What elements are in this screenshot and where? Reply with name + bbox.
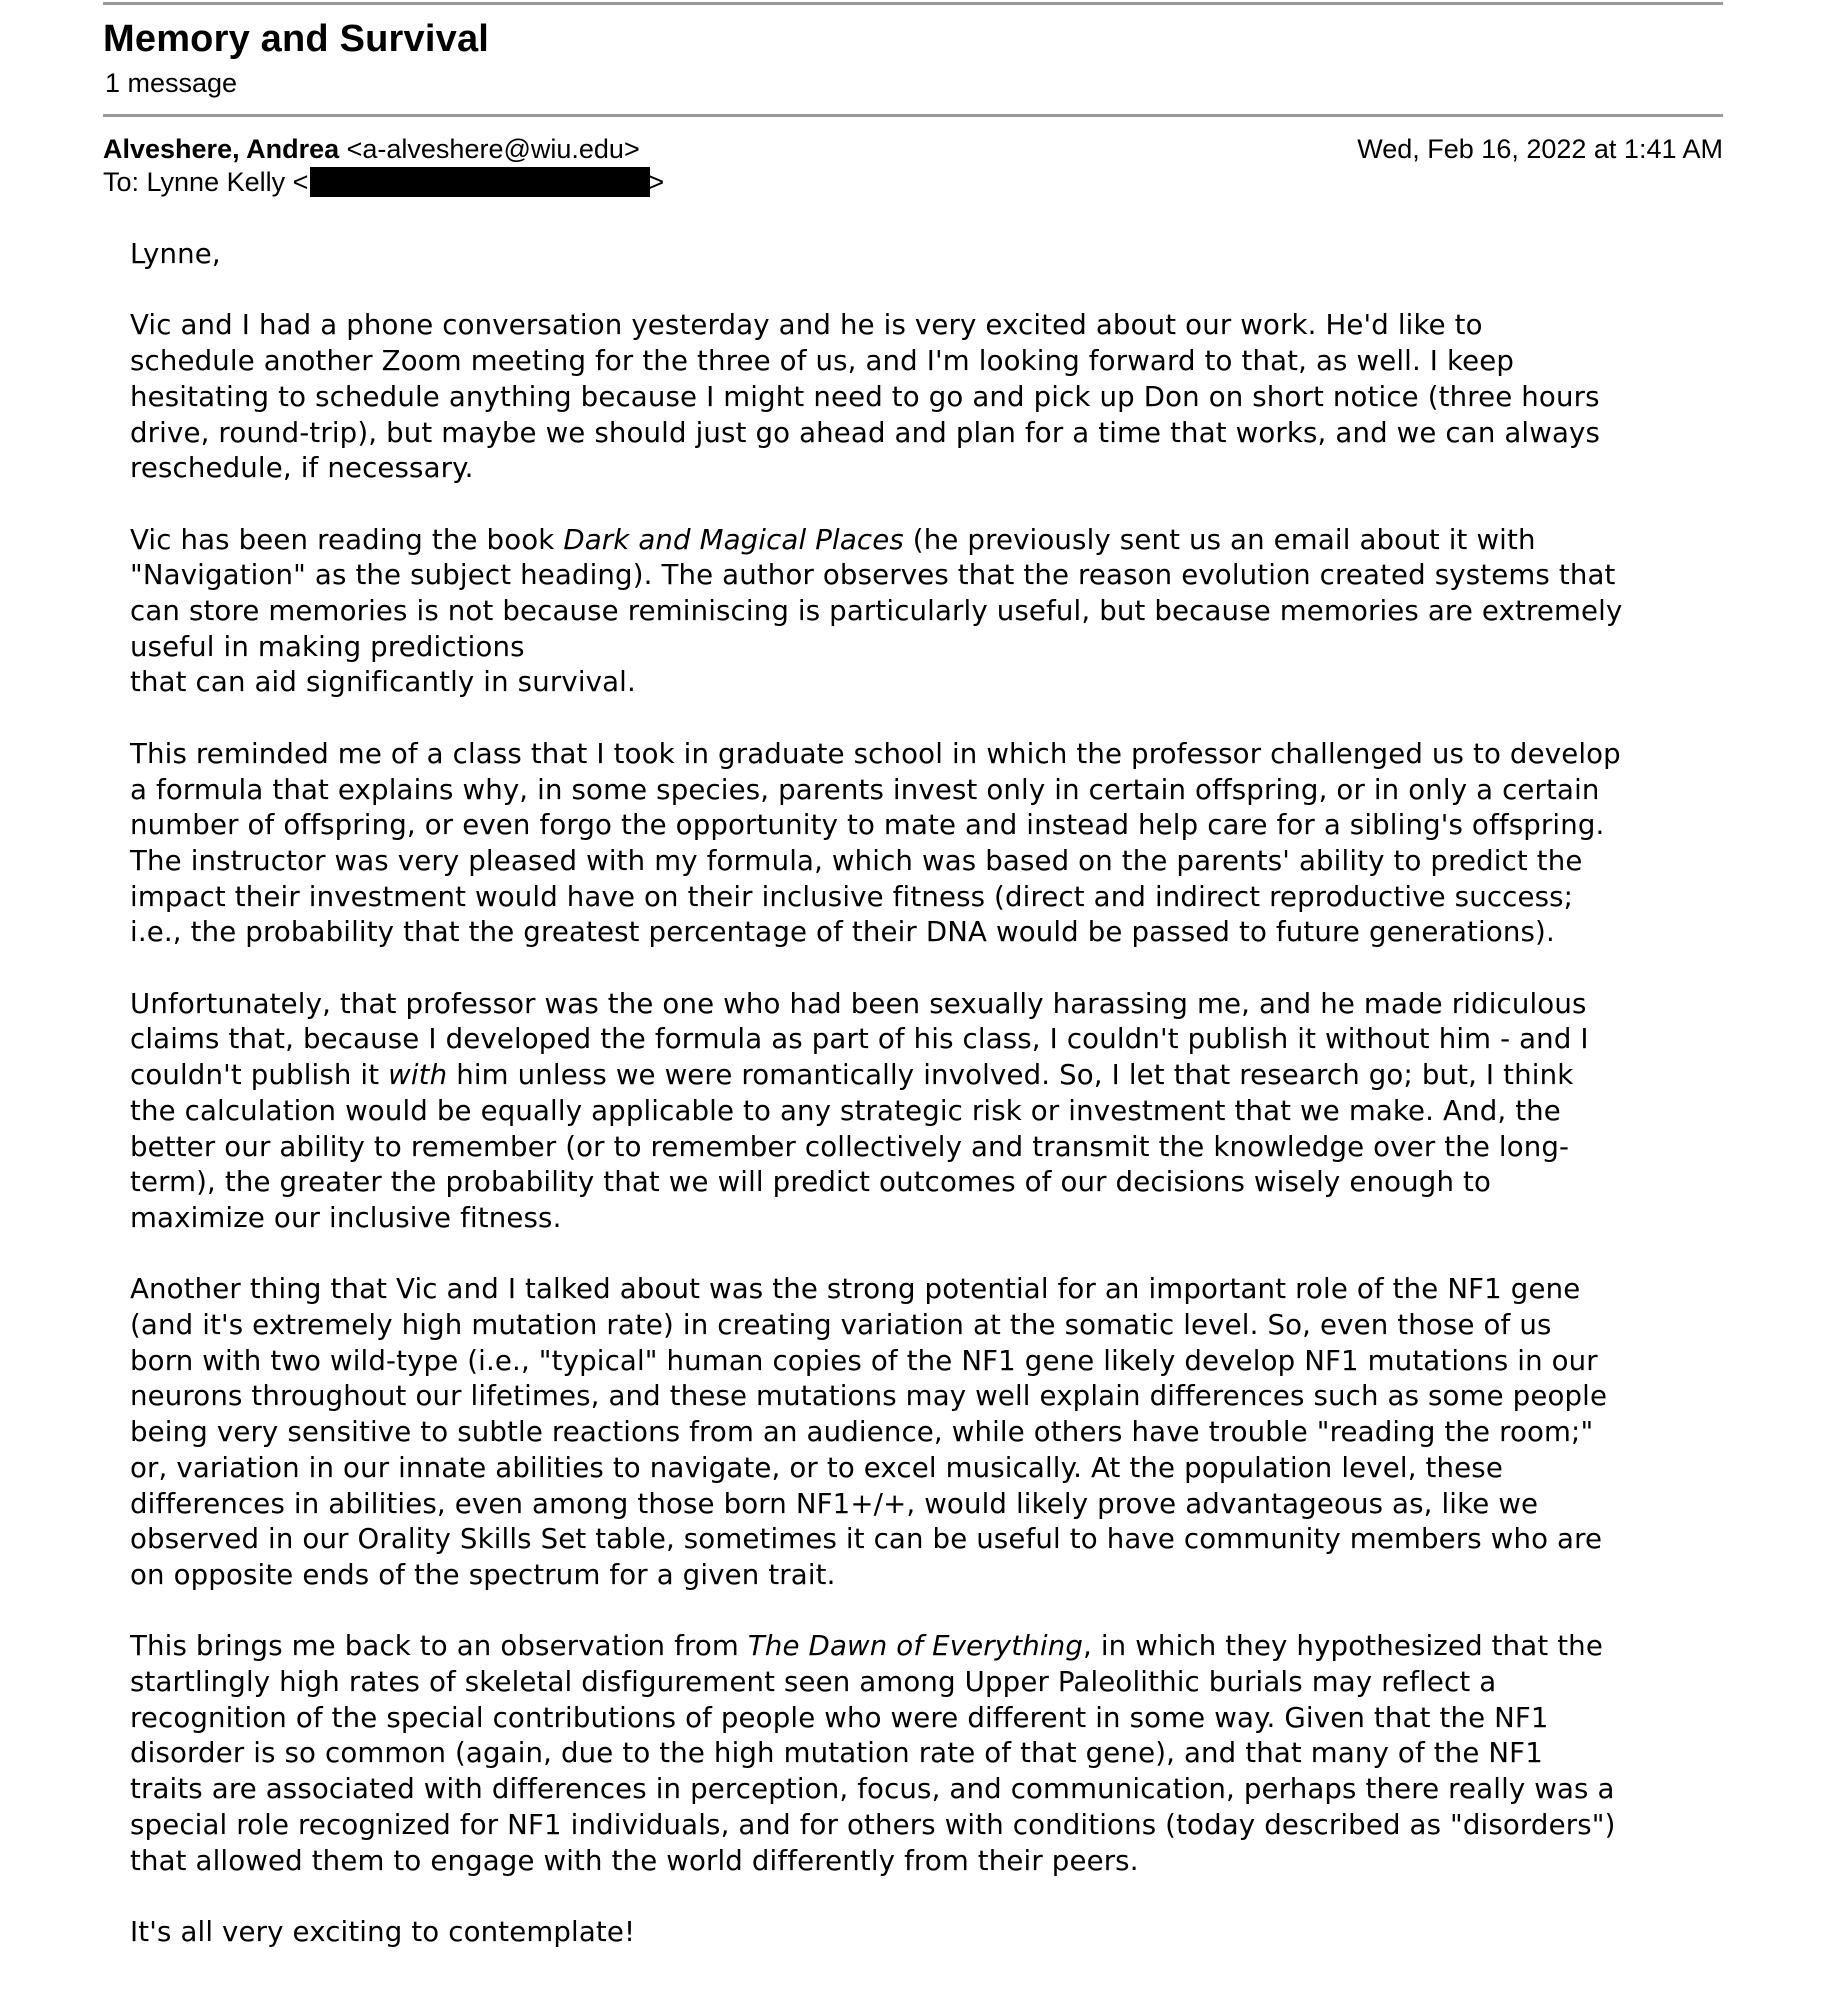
p1-line: hesitating to schedule anything because I might need to go and pick up Don on short notice (three hours <box>130 379 1600 413</box>
p5-line: born with two wild-type (i.e., "typical" human copies of the NF1 gene likely develop NF1 mutations in our <box>130 1343 1598 1377</box>
sender-email[interactable]: <a-alveshere@wiu.edu> <box>346 134 640 164</box>
sender-name: Alveshere, Andrea <box>103 134 340 164</box>
p4-line: the calculation would be equally applicable to any strategic risk or investment that we make. And, the <box>130 1093 1561 1127</box>
message-count: 1 message <box>105 68 238 98</box>
header-divider <box>103 114 1723 117</box>
message-body <box>130 236 1730 1985</box>
p4-text: couldn't publish it <box>130 1058 389 1092</box>
recipient-line <box>103 167 664 198</box>
emphasis-text: with <box>388 1058 448 1092</box>
p1-line: reschedule, if necessary. <box>130 451 474 485</box>
p5-line: (and it's extremely high mutation rate) in creating variation at the somatic level. So, even those of us <box>130 1308 1552 1342</box>
sent-date: Wed, Feb 16, 2022 at 1:41 AM <box>1357 134 1723 164</box>
p4-line: better our ability to remember (or to remember collectively and transmit the knowledge over the long- <box>130 1129 1570 1163</box>
p6-line: traits are associated with differences in perception, focus, and communication, perhaps there really was a <box>130 1772 1615 1806</box>
greeting <box>130 236 1730 272</box>
p6-text: This brings me back to an observation from <box>130 1629 748 1663</box>
p5-line: being very sensitive to subtle reactions from an audience, while others have trouble "reading the room;" <box>130 1415 1594 1449</box>
p3-line: a formula that explains why, in some species, parents invest only in certain offspring, or in only a certain <box>130 772 1600 806</box>
p5-line: on opposite ends of the spectrum for a given trait. <box>130 1557 836 1591</box>
recipient-label: To: Lynne Kelly < <box>103 167 309 197</box>
p4-line: term), the greater the probability that we will predict outcomes of our decisions wisely enough to <box>130 1165 1491 1199</box>
paragraph-5 <box>130 1271 1730 1592</box>
redacted-email-block <box>310 167 650 197</box>
p2-text: (he previously sent us an email about it with <box>903 522 1536 556</box>
p1-line: Vic and I had a phone conversation yesterday and he is very excited about our work. He'd like to <box>130 308 1483 342</box>
p2-line: that can aid significantly in survival. <box>130 665 636 699</box>
top-divider <box>103 2 1723 5</box>
p3-line: The instructor was very pleased with my formula, which was based on the parents' ability to predict the <box>130 843 1583 877</box>
paragraph-3 <box>130 736 1730 950</box>
p4-text: him unless we were romantically involved. So, I let that research go; but, I think <box>447 1058 1574 1092</box>
p3-line: i.e., the probability that the greatest percentage of their DNA would be passed to future generations). <box>130 915 1555 949</box>
p6-line: startlingly high rates of skeletal disfigurement seen among Upper Paleolithic burials may reflect a <box>130 1665 1497 1699</box>
p6-line: disorder is so common (again, due to the high mutation rate of that gene), and that many of the NF1 <box>130 1736 1543 1770</box>
book-title: The Dawn of Everything <box>747 1629 1083 1663</box>
p5-line: differences in abilities, even among those born NF1+/+, would likely prove advantageous as, like we <box>130 1486 1539 1520</box>
paragraph-1 <box>130 307 1730 486</box>
p4-line: claims that, because I developed the formula as part of his class, I couldn't publish it without him - and I <box>130 1022 1589 1056</box>
book-title: Dark and Magical Places <box>563 522 904 556</box>
p4-line <box>130 1057 1730 1093</box>
p2-line: can store memories is not because reminiscing is particularly useful, but because memories are extremely <box>130 594 1623 627</box>
sender-line <box>103 134 640 165</box>
p3-line: This reminded me of a class that I took in graduate school in which the professor challenged us to develop <box>130 736 1621 770</box>
closing <box>130 1914 1730 1950</box>
p5-line: Another thing that Vic and I talked about was the strong potential for an important role of the NF1 gene <box>130 1272 1581 1306</box>
p6-line: recognition of the special contributions of people who were different in some way. Given that the NF1 <box>130 1700 1549 1734</box>
p2-text: Vic has been reading the book <box>130 522 564 556</box>
p1-line: drive, round-trip), but maybe we should just go ahead and plan for a time that works, and we can always <box>130 415 1601 449</box>
p5-line: or, variation in our innate abilities to navigate, or to excel musically. At the population level, these <box>130 1450 1503 1484</box>
paragraph-6 <box>130 1628 1730 1878</box>
closing-text: It's all very exciting to contemplate! <box>130 1914 636 1948</box>
p2-line <box>130 522 1730 558</box>
p6-line: special role recognized for NF1 individuals, and for others with conditions (today described as "disorders") <box>130 1807 1616 1841</box>
p6-line: that allowed them to engage with the world differently from their peers. <box>130 1843 1139 1877</box>
p6-line <box>130 1628 1730 1664</box>
p3-line: impact their investment would have on their inclusive fitness (direct and indirect reproductive success; <box>130 879 1574 913</box>
recipient-close-bracket: > <box>648 167 665 197</box>
p4-line: Unfortunately, that professor was the one who had been sexually harassing me, and he made ridiculous <box>130 986 1587 1020</box>
p3-line: number of offspring, or even forgo the opportunity to mate and instead help care for a sibling's offspring. <box>130 808 1605 842</box>
p5-line: observed in our Orality Skills Set table, sometimes it can be useful to have community members who are <box>130 1522 1603 1556</box>
email-subject: Memory and Survival <box>103 18 490 60</box>
p2-line: useful in making predictions <box>130 629 525 663</box>
p6-text: , in which they hypothesized that the <box>1083 1629 1603 1663</box>
p1-line: schedule another Zoom meeting for the three of us, and I'm looking forward to that, as well. I keep <box>130 344 1515 378</box>
p5-line: neurons throughout our lifetimes, and these mutations may well explain differences such as some people <box>130 1379 1608 1413</box>
p4-line: maximize our inclusive fitness. <box>130 1200 562 1234</box>
paragraph-2 <box>130 522 1730 701</box>
paragraph-4 <box>130 986 1730 1236</box>
greeting-text: Lynne, <box>130 237 221 270</box>
p2-line: "Navigation" as the subject heading). The author observes that the reason evolution created systems that <box>130 558 1616 592</box>
